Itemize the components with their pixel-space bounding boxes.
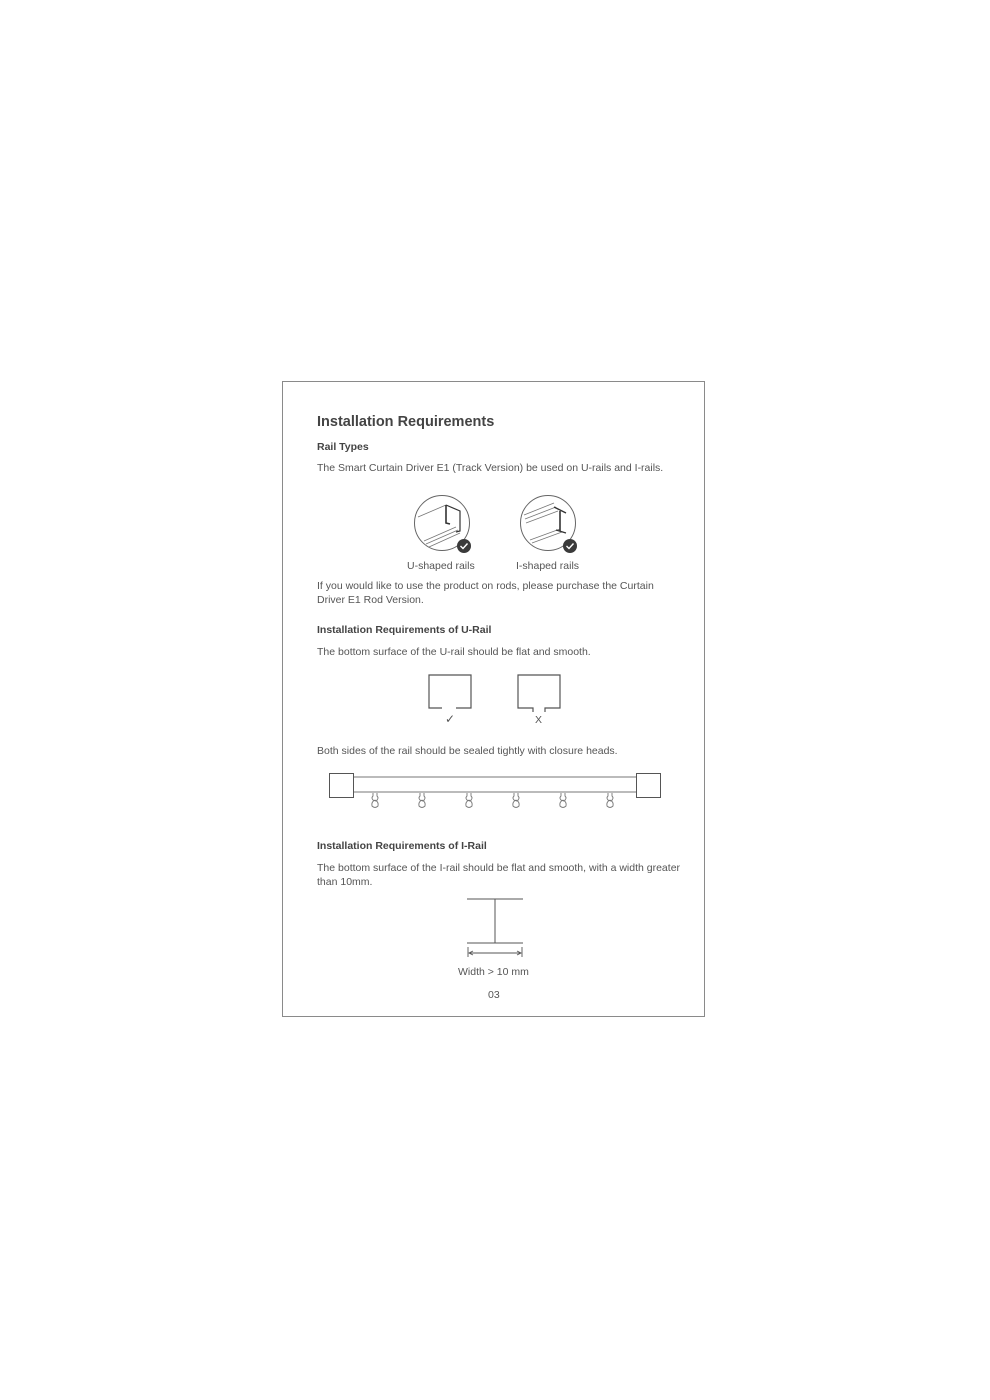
u-rail-heading: Installation Requirements of U-Rail (317, 624, 492, 636)
rail-types-heading: Rail Types (317, 441, 369, 453)
u-rail-bad-profile-icon (517, 674, 561, 710)
u-rail-check-icon (414, 495, 474, 555)
manual-page (282, 381, 705, 1017)
u-rail-caption: U-shaped rails (407, 560, 475, 572)
page-number: 03 (488, 989, 500, 1001)
i-rail-caption: I-shaped rails (516, 560, 580, 572)
rod-note: If you would like to use the product on rods, please purchase the Curtain Driver E1 Rod Version. (317, 580, 654, 606)
width-label: Width > 10 mm (458, 966, 529, 978)
rail-types-text: The Smart Curtain Driver E1 (Track Version) be used on U-rails and I-rails. (317, 462, 664, 474)
i-rail-check-icon (520, 495, 580, 555)
bad-mark: X (535, 714, 543, 726)
rail-closure-heads-diagram (329, 773, 661, 815)
i-rail-heading: Installation Requirements of I-Rail (317, 840, 487, 852)
closure-text: Both sides of the rail should be sealed tightly with closure heads. (317, 745, 618, 757)
good-mark: ✓ (445, 712, 456, 726)
i-rail-text: The bottom surface of the I-rail should be flat and smooth, with a width greater than 10mm. (317, 862, 681, 888)
i-rail-width-diagram (465, 897, 525, 959)
page-title: Installation Requirements (317, 414, 495, 430)
u-rail-good-profile-icon (428, 674, 472, 710)
u-rail-text: The bottom surface of the U-rail should be flat and smooth. (317, 646, 591, 658)
